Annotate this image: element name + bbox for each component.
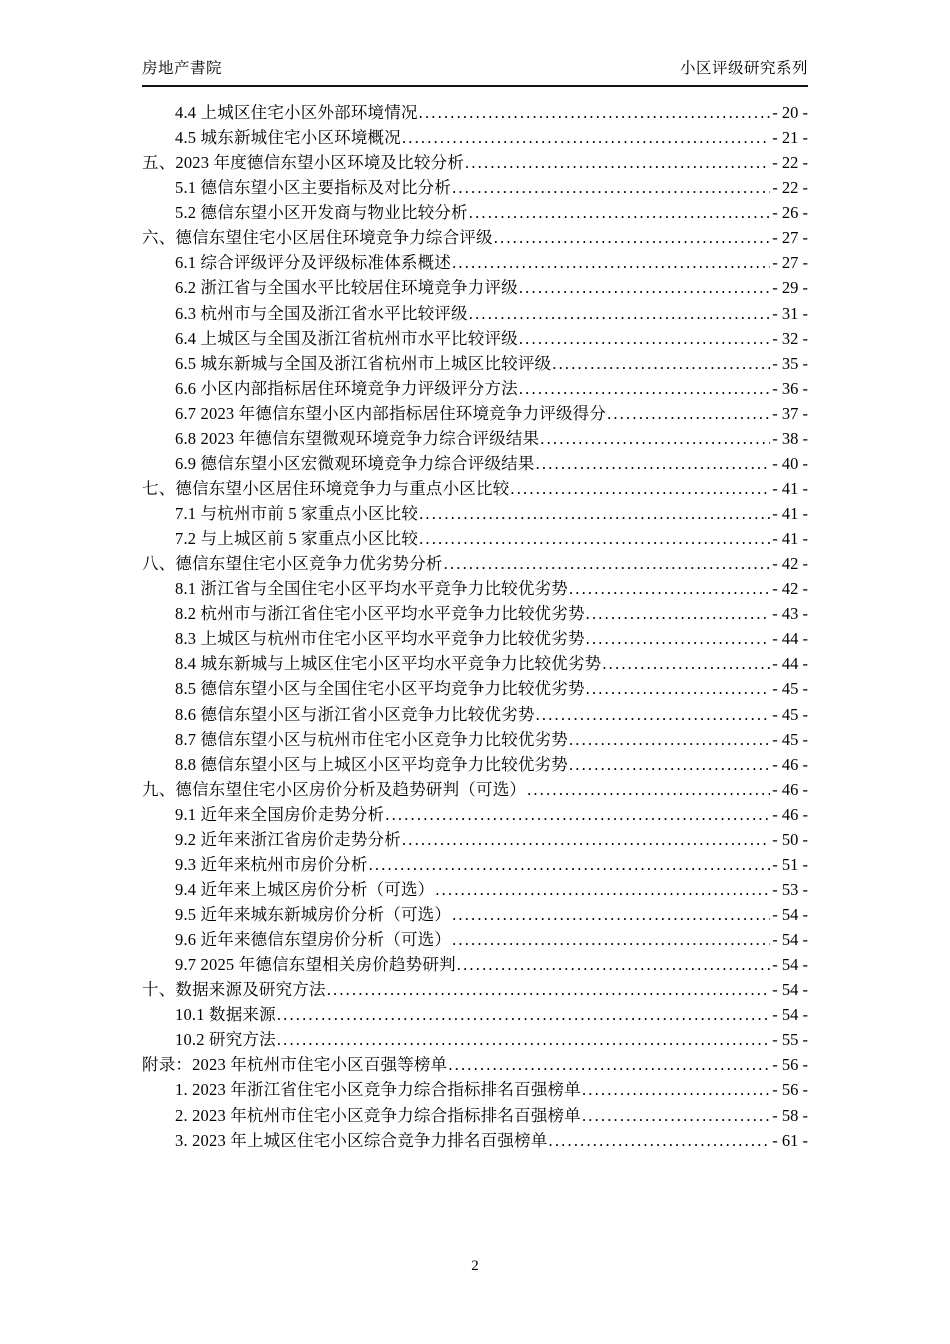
- toc-page-number: - 22 -: [772, 178, 808, 198]
- toc-entry[interactable]: [142, 451, 808, 476]
- toc-page-number: - 58 -: [772, 1105, 808, 1125]
- toc-page-number: - 37 -: [772, 403, 808, 423]
- toc-page-number: - 55 -: [772, 1030, 808, 1050]
- toc-entry[interactable]: [142, 877, 808, 902]
- toc-entry[interactable]: [142, 576, 808, 601]
- toc-entry[interactable]: [142, 376, 808, 401]
- toc-leader-dots: [527, 777, 770, 802]
- page-number: 2: [471, 1258, 479, 1274]
- toc-entry[interactable]: [142, 125, 808, 150]
- toc-entry-label: 7.2 与上城区前 5 家重点小区比较: [175, 529, 419, 549]
- toc-leader-dots: [586, 601, 771, 626]
- toc-entry-label: 六、德信东望住宅小区居住环境竞争力综合评级: [142, 228, 493, 248]
- toc-entry[interactable]: [142, 977, 808, 1002]
- toc-page-number: - 54 -: [772, 955, 808, 975]
- toc-entry[interactable]: [142, 401, 808, 426]
- toc-entry[interactable]: [142, 301, 808, 326]
- toc-entry-label: 9.1 近年来全国房价走势分析: [175, 804, 385, 824]
- toc-entry-label: 五、2023 年度德信东望小区环境及比较分析: [142, 153, 465, 173]
- toc-leader-dots: [552, 351, 770, 376]
- toc-page-number: - 36 -: [772, 378, 808, 398]
- toc-page-number: - 56 -: [772, 1055, 808, 1075]
- toc-entry[interactable]: [142, 852, 808, 877]
- toc-entry-label: 4.5 城东新城住宅小区环境概况: [175, 128, 401, 148]
- toc-leader-dots: [448, 1052, 770, 1077]
- toc-leader-dots: [452, 902, 770, 927]
- toc-entry[interactable]: [142, 1052, 808, 1077]
- toc-entry-label: 5.2 德信东望小区开发商与物业比较分析: [175, 203, 468, 223]
- toc-page-number: - 54 -: [772, 930, 808, 950]
- toc-entry-label: 9.4 近年来上城区房价分析（可选）: [175, 879, 435, 899]
- toc-leader-dots: [419, 100, 771, 125]
- page-footer: [0, 1258, 950, 1275]
- toc-entry[interactable]: [142, 175, 808, 200]
- toc-entry-label: 8.3 上城区与杭州市住宅小区平均水平竞争力比较优劣势: [175, 629, 585, 649]
- toc-entry-label: 十、数据来源及研究方法: [142, 980, 326, 1000]
- toc-entry-label: 9.5 近年来城东新城房价分析（可选）: [175, 905, 452, 924]
- toc-entry[interactable]: [142, 100, 808, 125]
- toc-leader-dots: [402, 125, 770, 150]
- toc-leader-dots: [385, 802, 770, 827]
- toc-entry[interactable]: [142, 150, 808, 175]
- toc-leader-dots: [540, 426, 770, 451]
- toc-leader-dots: [452, 250, 770, 275]
- toc-leader-dots: [519, 326, 770, 351]
- toc-entry[interactable]: [142, 752, 808, 777]
- page-header: [142, 56, 808, 87]
- toc-leader-dots: [369, 852, 771, 877]
- toc-entry[interactable]: [142, 250, 808, 275]
- toc-page-number: - 54 -: [772, 980, 808, 1000]
- toc-entry[interactable]: [142, 702, 808, 727]
- toc-entry[interactable]: [142, 1077, 808, 1102]
- toc-entry[interactable]: [142, 651, 808, 676]
- toc-page-number: - 31 -: [772, 303, 808, 323]
- toc-leader-dots: [435, 877, 770, 902]
- toc-leader-dots: [569, 727, 770, 752]
- toc-page-number: - 42 -: [772, 554, 808, 574]
- toc-leader-dots: [444, 551, 771, 576]
- toc-entry[interactable]: [142, 902, 808, 927]
- toc-page-number: - 38 -: [772, 428, 808, 448]
- toc-leader-dots: [607, 401, 770, 426]
- toc-page-number: - 41 -: [772, 478, 808, 498]
- toc-leader-dots: [569, 752, 770, 777]
- toc-entry[interactable]: [142, 777, 808, 802]
- toc-page-number: - 44 -: [772, 629, 808, 649]
- toc-entry-label: 6.1 综合评级评分及评级标准体系概述: [175, 253, 452, 273]
- toc-entry[interactable]: [142, 1103, 808, 1128]
- header-right-text: 小区评级研究系列: [679, 60, 808, 77]
- toc-leader-dots: [586, 626, 771, 651]
- toc-leader-dots: [582, 1103, 770, 1128]
- toc-page-number: - 26 -: [772, 203, 808, 223]
- toc-leader-dots: [402, 827, 770, 852]
- toc-entry[interactable]: [142, 275, 808, 300]
- toc-entry[interactable]: [142, 426, 808, 451]
- toc-leader-dots: [519, 275, 770, 300]
- toc-page-number: - 44 -: [772, 654, 808, 674]
- toc-entry-label: 9.2 近年来浙江省房价走势分析: [175, 829, 401, 849]
- toc-entry-label: 9.6 近年来德信东望房价分析（可选）: [175, 930, 452, 950]
- toc-entry-label: 6.5 城东新城与全国及浙江省杭州市上城区比较评级: [175, 353, 552, 373]
- toc-leader-dots: [582, 1077, 770, 1102]
- toc-entry[interactable]: [142, 727, 808, 752]
- toc-page-number: - 20 -: [772, 103, 808, 122]
- toc-page-number: - 27 -: [772, 228, 808, 248]
- toc-entry[interactable]: [142, 225, 808, 250]
- toc-entry-label: 10.1 数据来源: [175, 1005, 276, 1025]
- toc-entry[interactable]: [142, 1128, 808, 1153]
- toc-entry-label: 6.4 上城区与全国及浙江省杭州市水平比较评级: [175, 328, 518, 348]
- toc-entry-label: 2. 2023 年杭州市住宅小区竞争力综合指标排名百强榜单: [175, 1105, 581, 1125]
- toc-page-number: - 51 -: [772, 854, 808, 874]
- toc-page-number: - 29 -: [772, 278, 808, 298]
- toc-page-number: - 54 -: [772, 1005, 808, 1025]
- toc-entry-label: 八、德信东望住宅小区竞争力优劣势分析: [142, 554, 443, 574]
- toc-entry[interactable]: [142, 200, 808, 225]
- toc-leader-dots: [465, 150, 770, 175]
- toc-leader-dots: [536, 451, 771, 476]
- toc-entry[interactable]: [142, 802, 808, 827]
- toc-entry[interactable]: [142, 1027, 808, 1052]
- toc-entry-label: 5.1 德信东望小区主要指标及对比分析: [175, 178, 452, 198]
- toc-entry-label: 9.3 近年来杭州市房价分析: [175, 854, 368, 874]
- toc-entry-label: 8.7 德信东望小区与杭州市住宅小区竞争力比较优劣势: [175, 729, 568, 749]
- toc-entry[interactable]: [142, 827, 808, 852]
- toc-page-number: - 50 -: [772, 829, 808, 849]
- toc-entry-label: 6.9 德信东望小区宏微观环境竞争力综合评级结果: [175, 453, 535, 473]
- toc-page-number: - 35 -: [772, 353, 808, 373]
- toc-entry-label: 1. 2023 年浙江省住宅小区竞争力综合指标排名百强榜单: [175, 1080, 581, 1100]
- toc-leader-dots: [469, 301, 771, 326]
- toc-entry-label: 九、德信东望住宅小区房价分析及趋势研判（可选）: [142, 779, 527, 799]
- toc-list: [142, 100, 808, 1153]
- toc-entry[interactable]: [142, 927, 808, 952]
- toc-page-number: - 61 -: [772, 1130, 808, 1150]
- toc-entry[interactable]: [142, 952, 808, 977]
- toc-page-number: - 32 -: [772, 328, 808, 348]
- toc-page-number: - 42 -: [772, 579, 808, 599]
- toc-leader-dots: [494, 225, 771, 250]
- toc-entry[interactable]: [142, 526, 808, 551]
- toc-leader-dots: [277, 1002, 770, 1027]
- toc-leader-dots: [277, 1027, 770, 1052]
- toc-leader-dots: [519, 376, 770, 401]
- toc-page-number: - 27 -: [772, 253, 808, 273]
- toc-entry-label: 9.7 2025 年德信东望相关房价趋势研判: [175, 955, 456, 975]
- toc-page-number: - 56 -: [772, 1080, 808, 1100]
- toc-page-number: - 46 -: [772, 804, 808, 824]
- toc-page-number: - 41 -: [772, 529, 808, 549]
- toc-entry-label: 6.6 小区内部指标居住环境竞争力评级评分方法: [175, 378, 518, 398]
- toc-leader-dots: [419, 501, 770, 526]
- toc-leader-dots: [586, 676, 771, 701]
- toc-entry-label: 10.2 研究方法: [175, 1030, 276, 1050]
- toc-entry-label: 6.8 2023 年德信东望微观环境竞争力综合评级结果: [175, 428, 540, 448]
- toc-page-number: - 45 -: [772, 679, 808, 699]
- toc-leader-dots: [419, 526, 770, 551]
- toc-page-number: - 21 -: [772, 128, 808, 148]
- toc-leader-dots: [549, 1128, 771, 1153]
- toc-entry[interactable]: [142, 551, 808, 576]
- toc-leader-dots: [569, 576, 770, 601]
- toc-leader-dots: [452, 175, 770, 200]
- toc-entry[interactable]: [142, 676, 808, 701]
- toc-page-number: - 53 -: [772, 879, 808, 899]
- toc-page-number: - 22 -: [772, 153, 808, 173]
- toc-leader-dots: [457, 952, 770, 977]
- toc-page-number: - 41 -: [772, 504, 808, 523]
- toc-entry[interactable]: [142, 326, 808, 351]
- toc-entry-label: 8.2 杭州市与浙江省住宅小区平均水平竞争力比较优劣势: [175, 604, 585, 624]
- toc-entry[interactable]: [142, 501, 808, 526]
- toc-leader-dots: [452, 927, 770, 952]
- toc-page-number: - 46 -: [772, 754, 808, 774]
- toc-entry[interactable]: [142, 626, 808, 651]
- toc-page-number: - 54 -: [772, 905, 808, 924]
- toc-entry-label: 7.1 与杭州市前 5 家重点小区比较: [175, 504, 419, 523]
- toc-entry-label: 附录：2023 年杭州市住宅小区百强等榜单: [142, 1055, 448, 1075]
- toc-entry[interactable]: [142, 476, 808, 501]
- toc-entry-label: 4.4 上城区住宅小区外部环境情况: [175, 103, 418, 122]
- toc-entry[interactable]: [142, 351, 808, 376]
- toc-leader-dots: [327, 977, 771, 1002]
- toc-entry-label: 6.7 2023 年德信东望小区内部指标居住环境竞争力评级得分: [175, 403, 607, 423]
- header-left-text: 房地产書院: [142, 60, 223, 77]
- toc-entry-label: 七、德信东望小区居住环境竞争力与重点小区比较: [142, 478, 510, 498]
- toc-entry-label: 6.2 浙江省与全国水平比较居住环境竞争力评级: [175, 278, 518, 298]
- toc-entry-label: 3. 2023 年上城区住宅小区综合竞争力排名百强榜单: [175, 1130, 548, 1150]
- toc-page-number: - 46 -: [772, 779, 808, 799]
- toc-entry-label: 6.3 杭州市与全国及浙江省水平比较评级: [175, 303, 468, 323]
- toc-entry[interactable]: [142, 601, 808, 626]
- toc-page-number: - 45 -: [772, 704, 808, 724]
- toc-page-number: - 45 -: [772, 729, 808, 749]
- toc-entry-label: 8.5 德信东望小区与全国住宅小区平均竞争力比较优劣势: [175, 679, 585, 699]
- toc-leader-dots: [469, 200, 771, 225]
- toc-page-number: - 40 -: [772, 453, 808, 473]
- toc-page-number: - 43 -: [772, 604, 808, 624]
- toc-leader-dots: [602, 651, 770, 676]
- toc-entry-label: 8.8 德信东望小区与上城区小区平均竞争力比较优劣势: [175, 754, 568, 774]
- toc-entry[interactable]: [142, 1002, 808, 1027]
- toc-entry-label: 8.4 城东新城与上城区住宅小区平均水平竞争力比较优劣势: [175, 654, 602, 674]
- toc-leader-dots: [536, 702, 771, 727]
- toc-entry-label: 8.1 浙江省与全国住宅小区平均水平竞争力比较优劣势: [175, 579, 568, 599]
- toc-entry-label: 8.6 德信东望小区与浙江省小区竞争力比较优劣势: [175, 704, 535, 724]
- toc-leader-dots: [510, 476, 770, 501]
